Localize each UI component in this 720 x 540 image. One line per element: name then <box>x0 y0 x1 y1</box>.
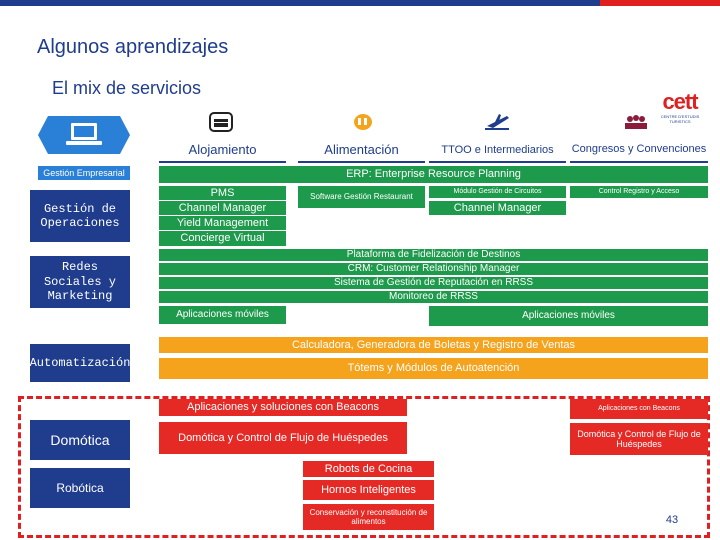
column-header-congresos: Congresos y Convenciones <box>571 142 707 155</box>
cell-totems: Tótems y Módulos de Autoatención <box>159 358 708 379</box>
column-header-alimentacion: Alimentación <box>324 141 399 157</box>
cett-logo-caption: CENTRE D'ESTUDIS TURISTICS <box>660 114 700 124</box>
category-automatizacion: Automatización <box>30 344 130 382</box>
cell-concierge-virtual: Concierge Virtual <box>159 231 286 246</box>
category-gestion-empresarial: Gestión Empresarial <box>38 166 130 180</box>
column-header-underline <box>298 161 425 163</box>
cell-control-registro-acceso: Control Registro y Acceso <box>570 186 708 198</box>
cell-beacons-alojamiento: Aplicaciones y soluciones con Beacons <box>159 399 407 416</box>
cell-calculadora: Calculadora, Generadora de Boletas y Registro de Ventas <box>159 337 708 353</box>
cell-domotica-alojamiento: Domótica y Control de Flujo de Huéspedes <box>159 422 407 454</box>
chef-hat-icon <box>352 113 374 131</box>
cell-channel-manager-ttoo: Channel Manager <box>429 201 566 215</box>
cell-channel-manager-alojamiento: Channel Manager <box>159 201 286 215</box>
column-header-underline <box>429 161 566 163</box>
cell-erp: ERP: Enterprise Resource Planning <box>159 166 708 183</box>
category-redes-sociales: Redes Sociales y Marketing <box>30 256 130 308</box>
column-header-ttoo: TTOO e Intermediarios <box>441 143 554 156</box>
cell-sistema-reputacion: Sistema de Gestión de Reputación en RRSS <box>159 277 708 289</box>
cell-beacons-convenciones: Aplicaciones con Beacons <box>570 399 708 419</box>
top-accent-bar-red <box>600 0 720 6</box>
column-header-underline <box>570 161 708 163</box>
cell-aplicaciones-moviles-alojamiento: Aplicaciones móviles <box>159 306 286 324</box>
laptop-icon <box>38 116 130 154</box>
cell-modulo-gestion-circuitos: Módulo Gestión de Circuitos <box>429 186 566 198</box>
slide-title: Algunos aprendizajes <box>37 36 229 58</box>
page-number: 43 <box>665 514 679 526</box>
category-domotica: Domótica <box>30 420 130 460</box>
cell-conservacion-alimentos: Conservación y reconstitución de alimentos <box>303 504 434 530</box>
column-header-alojamiento: Alojamiento <box>188 141 257 157</box>
cell-software-gestion-restaurant: Software Gestión Restaurant <box>298 186 425 208</box>
cell-aplicaciones-moviles: Aplicaciones móviles <box>429 306 708 326</box>
conference-icon <box>623 113 649 131</box>
cell-robots-cocina: Robots de Cocina <box>303 461 434 477</box>
category-gestion-operaciones: Gestión de Operaciones <box>30 190 130 242</box>
cell-hornos-inteligentes: Hornos Inteligentes <box>303 480 434 500</box>
category-robotica: Robótica <box>30 468 130 508</box>
bed-icon <box>209 112 233 132</box>
column-header-underline <box>159 161 286 163</box>
cell-plataforma-fidelizacion: Plataforma de Fidelización de Destinos <box>159 249 708 261</box>
top-accent-bar <box>0 0 600 6</box>
cett-logo-letters: cett <box>662 89 698 114</box>
cell-yield-management: Yield Management <box>159 216 286 230</box>
cett-logo <box>655 90 705 124</box>
slide-subtitle: El mix de servicios <box>52 78 202 98</box>
cell-crm: CRM: Customer Relationship Manager <box>159 263 708 275</box>
plane-icon <box>485 112 509 130</box>
cell-pms: PMS <box>159 186 286 200</box>
cell-domotica-convenciones: Domótica y Control de Flujo de Huéspedes <box>570 423 708 455</box>
cell-monitoreo-rrss: Monitoreo de RRSS <box>159 291 708 303</box>
